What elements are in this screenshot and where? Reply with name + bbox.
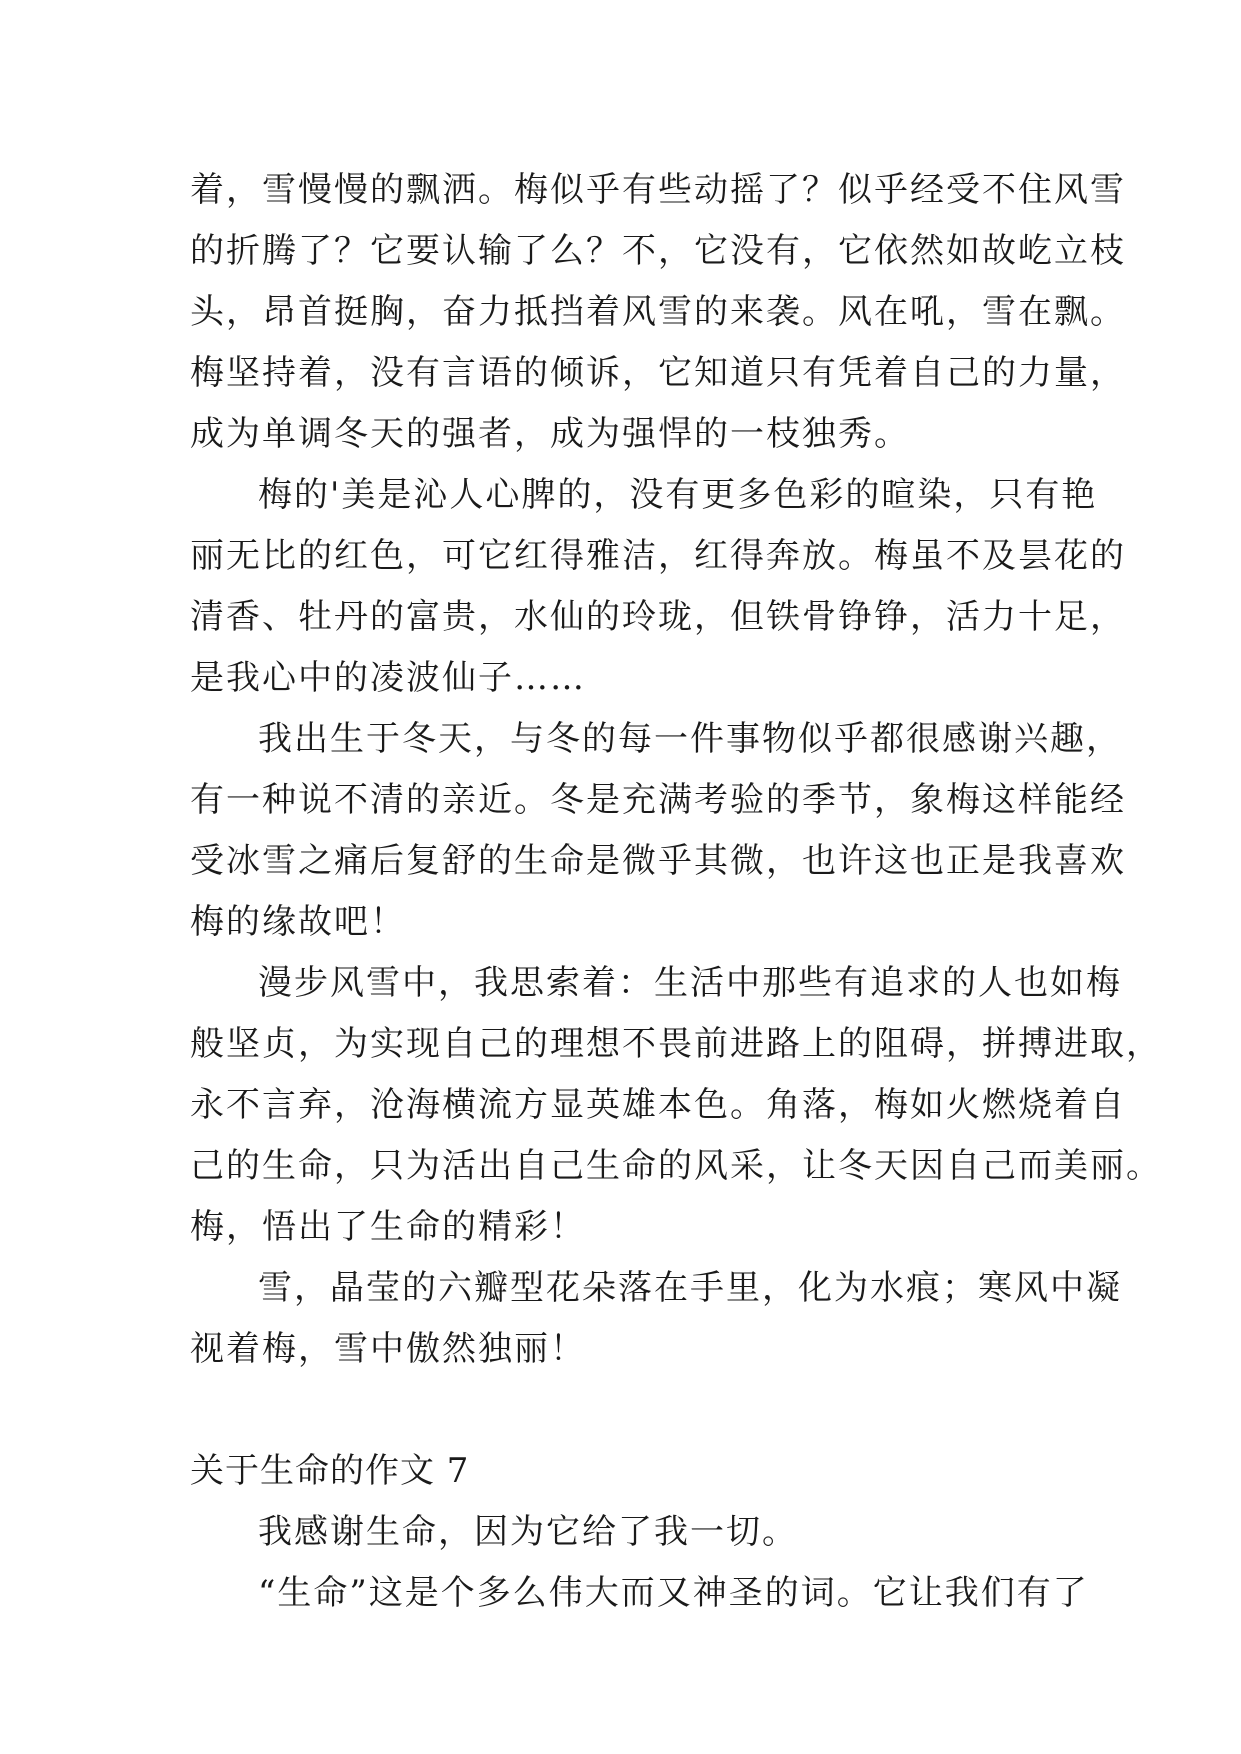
paragraph-line: 丽无比的红色，可它红得雅洁，红得奔放。梅虽不及昙花的 xyxy=(190,536,1126,576)
paragraph-line: 雪，晶莹的六瓣型花朵落在手里，化为水痕；寒风中凝 xyxy=(258,1268,1122,1308)
paragraph-line: 梅坚持着，没有言语的倾诉，它知道只有凭着自己的力量， xyxy=(190,353,1126,393)
paragraph-line: 己的生命，只为活出自己生命的风采，让冬天因自己而美丽。 xyxy=(190,1146,1162,1186)
paragraph-line: 般坚贞，为实现自己的理想不畏前进路上的阻碍，拼搏进取， xyxy=(190,1024,1162,1064)
section-gap xyxy=(190,1380,1070,1441)
paragraph-line: 着，雪慢慢的飘洒。梅似乎有些动摇了？似乎经受不住风雪 xyxy=(190,170,1126,210)
paragraph-line: 清香、牡丹的富贵，水仙的玲珑，但铁骨铮铮，活力十足， xyxy=(190,597,1126,637)
paragraph-line: 视着梅，雪中傲然独丽！ xyxy=(190,1329,586,1369)
paragraph-line: 有一种说不清的亲近。冬是充满考验的季节，象梅这样能经 xyxy=(190,780,1126,820)
section-heading: 关于生命的作文 7 xyxy=(190,1451,470,1491)
paragraph-line: 梅的缘故吧！ xyxy=(190,902,406,942)
document-body xyxy=(190,160,1162,1624)
paragraph-line: 受冰雪之痛后复舒的生命是微乎其微，也许这也正是我喜欢 xyxy=(190,841,1126,881)
paragraph-line: 头，昂首挺胸，奋力抵挡着风雪的来袭。风在吼，雪在飘。 xyxy=(190,292,1126,332)
paragraph-line: 永不言弃，沧海横流方显英雄本色。角落，梅如火燃烧着自 xyxy=(190,1085,1126,1125)
paragraph-line: 梅的'美是沁人心脾的，没有更多色彩的暄染，只有艳 xyxy=(258,475,1098,515)
paragraph-line: 我出生于冬天，与冬的每一件事物似乎都很感谢兴趣， xyxy=(258,719,1122,759)
paragraph-line: 是我心中的凌波仙子…… xyxy=(190,658,586,698)
paragraph-line: 的折腾了？它要认输了么？不，它没有，它依然如故屹立枝 xyxy=(190,231,1126,271)
paragraph-line: 成为单调冬天的强者，成为强悍的一枝独秀。 xyxy=(190,414,910,454)
paragraph-line: 梅，悟出了生命的精彩！ xyxy=(190,1207,586,1247)
paragraph-line: 我感谢生命，因为它给了我一切。 xyxy=(258,1512,798,1552)
paragraph-line: 漫步风雪中，我思索着：生活中那些有追求的人也如梅 xyxy=(258,963,1122,1003)
paragraph-line: “生命”这是个多么伟大而又神圣的词。它让我们有了 xyxy=(258,1573,1089,1613)
